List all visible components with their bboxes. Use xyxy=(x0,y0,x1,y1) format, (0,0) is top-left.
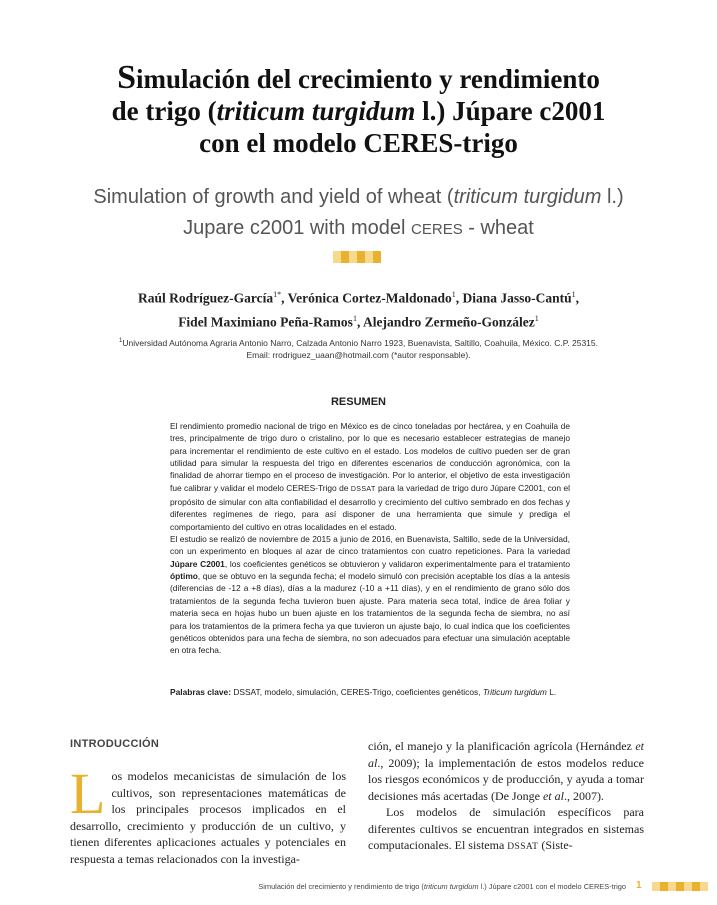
affiliation xyxy=(40,335,677,361)
author-name: Raúl Rodríguez-García xyxy=(137,290,274,306)
footer-text: l.) Júpare c2001 con el modelo CERES-trigo xyxy=(478,882,626,891)
abstract-text: El rendimiento promedio nacional de trigo en México es de cinco toneladas por hectárea, y en Coahuila de tres, principalmente de trigo duro o cristalino, por lo que es necesario establecer estrategias de manejo para incrementar el rendimiento de este cultivo en el estado. Los modelos de cultivo pueden ser de gran utilidad para simular la respuesta del trigo en diferentes escenarios de conducción agronómica, con la finalidad de ahorrar tiempo en el proceso de investigación. Por lo anterior, el objetivo de esta investigación fue calibrar y validar el modelo CERES-Trigo de xyxy=(170,421,570,493)
abstract-dssat: DSSAT xyxy=(350,485,376,493)
keywords-label: Palabras clave: xyxy=(170,687,231,697)
ornament-segment xyxy=(349,251,357,263)
author-affiliation-mark: 1 xyxy=(571,290,576,299)
author-affiliation-mark: 1 xyxy=(451,290,456,299)
author-name: Verónica Cortez-Maldonado xyxy=(287,290,452,306)
title-en-line2b: - wheat xyxy=(462,217,534,239)
affiliation-mark: 1 xyxy=(119,338,123,344)
abstract-body xyxy=(170,420,570,657)
author-affiliation-mark: 1 xyxy=(534,313,539,323)
page-number: 1 xyxy=(636,880,642,891)
ornament-segment xyxy=(676,882,684,891)
paper-title-spanish xyxy=(40,59,677,159)
title-es-line3: con el modelo CERES-trigo xyxy=(199,128,518,158)
author-separator: , xyxy=(356,314,363,329)
author-separator: , xyxy=(455,290,463,306)
keywords-text: DSSAT, modelo, simulación, CERES-Trigo, coeficientes genéticos, xyxy=(231,687,483,697)
title-en-ceres: CERES xyxy=(411,221,463,238)
intro-text: ., 2009); la implementación de estos modelos reduce los riesgos económicos y de producción, y ayuda a tomar decisiones más acertadas (De Jonge xyxy=(368,755,644,803)
drop-cap: L xyxy=(70,761,106,826)
running-footer xyxy=(120,882,626,891)
keywords-text: L. xyxy=(546,687,557,697)
footer-ornament xyxy=(652,882,708,891)
title-es-species: triticum turgidum xyxy=(216,96,416,126)
keywords xyxy=(170,686,570,698)
footer-species: triticum turgidum xyxy=(423,882,479,891)
ornament-segment xyxy=(700,882,708,891)
author-name: Fidel Maximiano Peña-Ramos xyxy=(178,314,353,329)
introduction-heading: INTRODUCCIÓN xyxy=(70,738,160,750)
title-es-line2a: de trigo ( xyxy=(111,96,217,126)
intro-column-left xyxy=(70,761,346,867)
abstract-paragraph-2 xyxy=(170,533,570,656)
intro-dssat: DSSAT xyxy=(507,842,539,852)
title-initial-cap: S xyxy=(117,59,136,96)
title-en-line2a: Jupare c2001 with model xyxy=(183,217,412,239)
footer-text: Simulación del crecimiento y rendimiento de trigo ( xyxy=(258,882,424,891)
ornament-segment xyxy=(357,251,365,263)
author-separator: , xyxy=(281,290,288,306)
author-name: Diana Jasso-Cantú xyxy=(462,290,572,306)
abstract-text: El estudio se realizó de noviembre de 2015 a junio de 2016, en Buenavista, Saltillo, sede de la Universidad, con un experimento en bloques al azar de cinco tratamientos con cuatro repeticiones. Para la variedad xyxy=(170,534,570,557)
author-line-2 xyxy=(40,309,677,333)
abstract-heading: RESUMEN xyxy=(330,396,386,408)
intro-text: Los modelos de simulación específicos para diferentes cultivos se encuentran integrados en sistemas computacionales. El sistema xyxy=(368,805,644,852)
title-es-line2b: l.) Júpare c2001 xyxy=(415,96,606,126)
intro-right-paragraph-2 xyxy=(368,804,644,856)
author-line-1 xyxy=(40,285,677,309)
paper-title-english xyxy=(40,182,677,245)
abstract-text: , que se obtuvo en la segunda fecha; el modelo simuló con precisión aceptable los días a la antesis (diferencias de -12 a +8 días), días a la madurez (-10 a +11 días), y en el rendimiento de grano sólo dos tratamientos de la segunda fecha tuvieron buen ajuste. Para materia seca total, índice de área foliar y materia seca en hojas hubo un buen ajuste en los tratamientos de la segunda fecha de siembra, no así para los tratamientos de la primera fecha ya que tuvieron un ajuste bajo, lo cual indica que los coeficientes genéticos obtenidos para una fecha de siembra, no son adecuados para efectuar una simulación aceptable en otra fecha. xyxy=(170,571,570,656)
title-en-line1a: Simulation of growth and yield of wheat ( xyxy=(93,186,454,208)
title-en-species: triticum turgidum xyxy=(453,186,602,208)
affiliation-email: Email: rrodriguez_uaan@hotmail.com (*autor responsable). xyxy=(246,349,471,360)
citation-etal: et al xyxy=(542,788,564,803)
ornament-segment xyxy=(365,251,373,263)
affiliation-address: Universidad Autónoma Agraria Antonio Narro, Calzada Antonio Narro 1923, Buenavista, Saltillo, Coahuila, México. C.P. 25315. xyxy=(122,337,598,348)
abstract-text: para la variedad de trigo duro Júpare C2001, con el propósito de simular con alta confiabilidad el desarrollo y crecimiento del cultivo sembrado en dos fechas y diferentes regímenes de riego, para así disponer de una herramienta que simule y prediga el comportamiento del cultivo en otras localidades en el estado. xyxy=(170,482,570,532)
author-name: Alejandro Zermeño-González xyxy=(362,314,535,329)
ornament-segment xyxy=(692,882,700,891)
author-separator: , xyxy=(575,290,580,306)
ornament-segment xyxy=(333,251,341,263)
title-es-line1: imulación del crecimiento y rendimiento xyxy=(135,64,600,94)
ornament-segment xyxy=(684,882,692,891)
intro-column-right xyxy=(368,738,644,856)
intro-right-paragraph-1 xyxy=(368,738,644,804)
intro-text: ., 2007). xyxy=(563,788,604,803)
ornament-segment xyxy=(660,882,668,891)
ornament-segment xyxy=(341,251,349,263)
abstract-text: , los coeficientes genéticos se obtuvieron y validaron experimentalmente para el tratamiento xyxy=(224,558,570,569)
author-list xyxy=(40,285,677,332)
title-ornament xyxy=(333,251,381,263)
abstract-paragraph-1 xyxy=(170,420,570,533)
ornament-segment xyxy=(668,882,676,891)
author-affiliation-mark: 1* xyxy=(273,290,282,299)
abstract-variety: Júpare C2001 xyxy=(170,558,225,569)
intro-left-text: os modelos mecanicistas de simulación de los cultivos, son representaciones matemáticas de los principales procesos implicados en el desarrollo, crecimiento y producción de un cultivo, y tienen diferentes aplicaciones actuales y potenciales en respuesta a temas relacionados con la investiga- xyxy=(70,769,346,866)
author-affiliation-mark: 1 xyxy=(352,313,357,323)
intro-text: ción, el manejo y la planificación agrícola (Hernández xyxy=(368,739,636,753)
title-en-line1b: l.) xyxy=(601,186,624,208)
citation-etal: et al xyxy=(368,739,644,770)
keywords-species: Triticum turgidum xyxy=(482,687,547,697)
ornament-segment xyxy=(652,882,660,891)
intro-text: (Siste- xyxy=(538,838,573,852)
abstract-treatment: óptimo xyxy=(170,571,198,582)
ornament-segment xyxy=(373,251,381,263)
